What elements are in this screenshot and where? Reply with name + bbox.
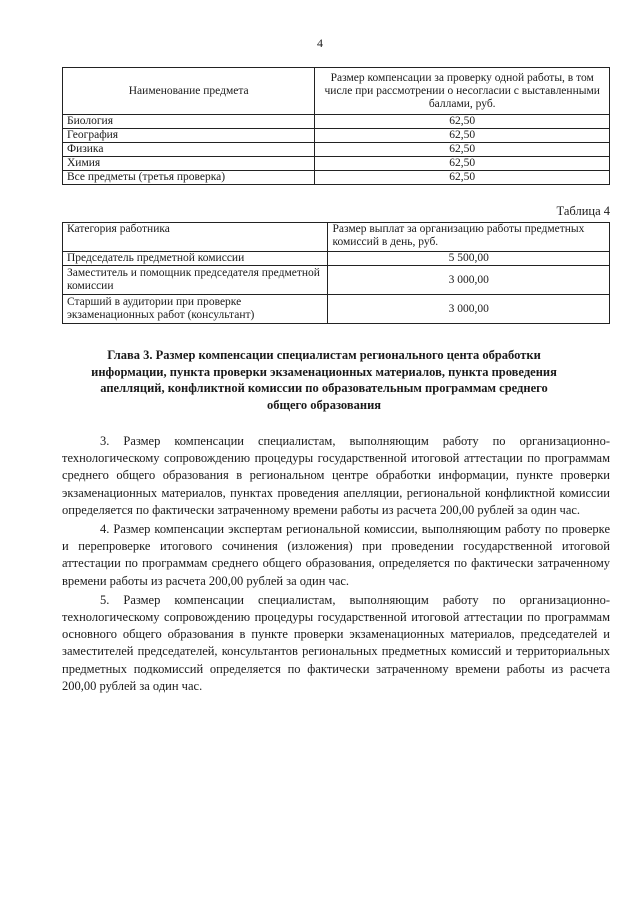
paragraph-4: 4. Размер компенсации экспертам региональной комиссии, выполняющим работу по проверке и перепроверке итогового сочинения (изложения) при проведении государственной итоговой аттестации по программам среднего общего образования, определяется по фактически затраченному времени работы из расчета 200,00 рублей за один час. bbox=[62, 522, 610, 588]
table-row bbox=[63, 157, 610, 171]
category-cell: Председатель предметной комиссии bbox=[63, 252, 328, 266]
value-cell: 62,50 bbox=[315, 171, 610, 185]
page-number: 4 bbox=[317, 36, 323, 50]
table-row bbox=[63, 266, 610, 295]
value-cell: 62,50 bbox=[315, 129, 610, 143]
subject-cell: Химия bbox=[63, 157, 315, 171]
value-cell: 5 500,00 bbox=[328, 252, 610, 266]
table-row bbox=[63, 295, 610, 324]
table-header-row bbox=[63, 223, 610, 252]
header-compensation: Размер компенсации за проверку одной работы, в том числе при рассмотрении о несогласии с выставленными баллами, руб. bbox=[315, 68, 610, 115]
compensation-table bbox=[62, 67, 610, 185]
table-header-row bbox=[63, 68, 610, 115]
chapter-title: Глава 3. Размер компенсации специалистам регионального цента обработки информации, пункта проверки экзаменационных материалов, пункта проведения апелляций, конфликтной комиссии по образовательным программам среднего общего образования bbox=[91, 348, 557, 412]
table-row bbox=[63, 143, 610, 157]
table-row bbox=[63, 115, 610, 129]
subject-cell: Все предметы (третья проверка) bbox=[63, 171, 315, 185]
table-row bbox=[63, 171, 610, 185]
body-text bbox=[62, 433, 610, 697]
table-row bbox=[63, 129, 610, 143]
value-cell: 62,50 bbox=[315, 143, 610, 157]
table-caption: Таблица 4 bbox=[556, 204, 610, 218]
category-cell: Старший в аудитории при проверке экзаменационных работ (консультант) bbox=[63, 295, 328, 324]
value-cell: 62,50 bbox=[315, 115, 610, 129]
commission-payments-table bbox=[62, 222, 610, 324]
paragraph-3: 3. Размер компенсации специалистам, выполняющим работу по организационно-технологическому сопровождению процедуры государственной итоговой аттестации по программам среднего общего образования в региональном центре обработки информации, пункте проверки экзаменационных материалов, пунктах проведения апелляции, региональной конфликтной комиссии определяется по фактически затраченному времени работы из расчета 200,00 рублей за один час. bbox=[62, 434, 610, 517]
value-cell: 3 000,00 bbox=[328, 266, 610, 295]
header-subject: Наименование предмета bbox=[63, 68, 315, 115]
subject-cell: Физика bbox=[63, 143, 315, 157]
category-cell: Заместитель и помощник председателя предметной комиссии bbox=[63, 266, 328, 295]
header-category: Категория работника bbox=[63, 223, 328, 252]
subject-cell: Биология bbox=[63, 115, 315, 129]
table-row bbox=[63, 252, 610, 266]
value-cell: 3 000,00 bbox=[328, 295, 610, 324]
paragraph-5: 5. Размер компенсации специалистам, выполняющим работу по организационно-технологическому сопровождению процедуры государственной итоговой аттестации по программам основного общего образования в пункте проверки экзаменационных материалов, председателей и заместителей председателей, консультантов региональных предметных комиссий и территориальных предметных подкомиссий определяется по фактически затраченному времени работы из расчета 200,00 рублей за один час. bbox=[62, 592, 610, 693]
header-payment: Размер выплат за организацию работы предметных комиссий в день, руб. bbox=[328, 223, 610, 252]
value-cell: 62,50 bbox=[315, 157, 610, 171]
subject-cell: География bbox=[63, 129, 315, 143]
